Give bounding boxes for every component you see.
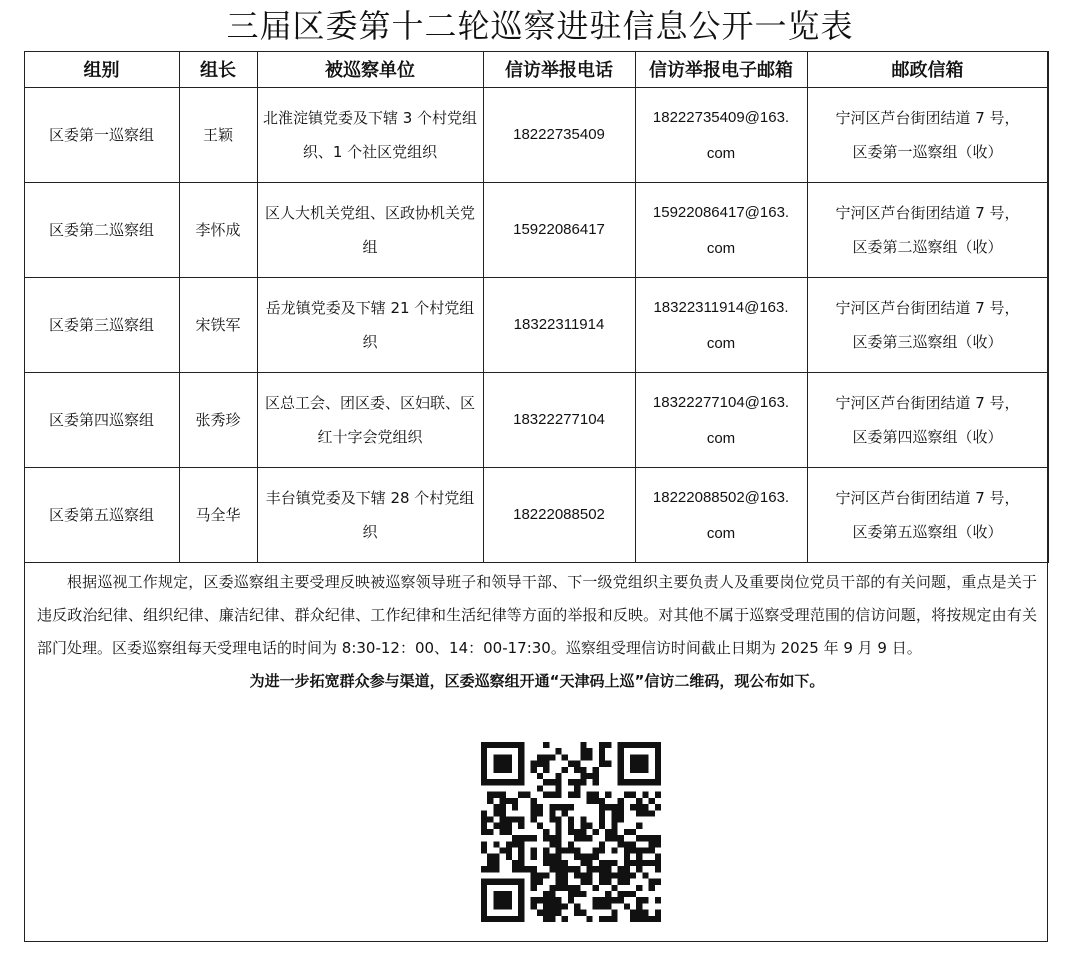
cell-phone: 15922086417 [483, 182, 635, 277]
header-group: 组别 [24, 51, 179, 87]
mailbox-line-1: 宁河区芦台街团结道 7 号， [835, 393, 1020, 412]
table-row [24, 467, 1048, 562]
cell-leader: 马全华 [179, 467, 257, 562]
email-part-2: com [706, 334, 736, 352]
mailbox-line-2: 区委第四巡察组（收） [852, 427, 1003, 446]
mailbox-line-2: 区委第三巡察组（收） [852, 332, 1003, 351]
header-leader: 组长 [179, 51, 257, 87]
qr-code-icon[interactable] [481, 742, 661, 922]
table-row [24, 372, 1048, 467]
cell-group: 区委第二巡察组 [24, 182, 179, 277]
email-part-2: com [706, 239, 736, 257]
header-unit: 被巡察单位 [257, 51, 483, 87]
mailbox-line-1: 宁河区芦台街团结道 7 号， [835, 108, 1020, 127]
table-header-row [24, 51, 1048, 87]
cell-phone: 18222088502 [483, 467, 635, 562]
table-row [24, 182, 1048, 277]
notice-bold-line: 为进一步拓宽群众参与渠道，区委巡察组开通“天津码上巡”信访二维码，现公布如下。 [249, 672, 825, 690]
cell-mailbox [807, 277, 1048, 372]
cell-email [635, 372, 807, 467]
cell-leader: 宋铁军 [179, 277, 257, 372]
cell-unit: 北淮淀镇党委及下辖 3 个村党组织、1 个社区党组织 [257, 87, 483, 182]
header-phone: 信访举报电话 [483, 51, 635, 87]
email-part-1: 18222088502@163. [652, 488, 790, 506]
mailbox-line-2: 区委第五巡察组（收） [852, 522, 1003, 541]
email-part-1: 18222735409@163. [652, 108, 790, 126]
inspection-table [24, 51, 1049, 563]
cell-leader: 张秀珍 [179, 372, 257, 467]
cell-mailbox [807, 87, 1048, 182]
notice-section [37, 566, 1037, 698]
cell-email [635, 277, 807, 372]
email-part-1: 18322311914@163. [653, 298, 789, 316]
cell-group: 区委第一巡察组 [24, 87, 179, 182]
cell-group: 区委第五巡察组 [24, 467, 179, 562]
cell-mailbox [807, 372, 1048, 467]
mailbox-line-2: 区委第一巡察组（收） [852, 142, 1003, 161]
email-part-1: 18322277104@163. [652, 393, 790, 411]
email-part-2: com [706, 429, 736, 447]
mailbox-line-2: 区委第二巡察组（收） [852, 237, 1003, 256]
page-title: 三届区委第十二轮巡察进驻信息公开一览表 [226, 7, 854, 45]
table-row [24, 87, 1048, 182]
cell-phone: 18322311914 [483, 277, 635, 372]
mailbox-line-1: 宁河区芦台街团结道 7 号， [835, 488, 1020, 507]
cell-email [635, 182, 807, 277]
cell-unit: 区人大机关党组、区政协机关党组 [257, 182, 483, 277]
cell-phone: 18322277104 [483, 372, 635, 467]
email-part-2: com [706, 524, 736, 542]
table-row [24, 277, 1048, 372]
cell-email [635, 87, 807, 182]
cell-group: 区委第三巡察组 [24, 277, 179, 372]
cell-phone: 18222735409 [483, 87, 635, 182]
cell-group: 区委第四巡察组 [24, 372, 179, 467]
mailbox-line-1: 宁河区芦台街团结道 7 号， [835, 203, 1020, 222]
cell-leader: 王颖 [179, 87, 257, 182]
mailbox-line-1: 宁河区芦台街团结道 7 号， [835, 298, 1020, 317]
cell-mailbox [807, 467, 1048, 562]
header-mailbox: 邮政信箱 [807, 51, 1048, 87]
cell-email [635, 467, 807, 562]
email-part-1: 15922086417@163. [652, 203, 790, 221]
cell-unit: 岳龙镇党委及下辖 21 个村党组织 [257, 277, 483, 372]
email-part-2: com [706, 144, 736, 162]
info-sheet [24, 51, 1048, 942]
cell-leader: 李怀成 [179, 182, 257, 277]
notice-paragraph: 根据巡视工作规定，区委巡察组主要受理反映被巡察领导班子和领导干部、下一级党组织主要负责人及重要岗位党员干部的有关问题，重点是关于违反政治纪律、组织纪律、廉洁纪律、群众纪律、工作纪律和生活纪律等方面的举报和反映。对其他不属于巡察受理范围的信访问题，将按规定由有关部门处理。区委巡察组每天受理电话的时间为 8:30-12：00、14：00-17:30。巡察组受理信访时间截止日期为 2025 年 9 月 9 日。 [37, 573, 1037, 657]
header-email: 信访举报电子邮箱 [635, 51, 807, 87]
cell-unit: 区总工会、团区委、区妇联、区红十字会党组织 [257, 372, 483, 467]
cell-unit: 丰台镇党委及下辖 28 个村党组织 [257, 467, 483, 562]
cell-mailbox [807, 182, 1048, 277]
